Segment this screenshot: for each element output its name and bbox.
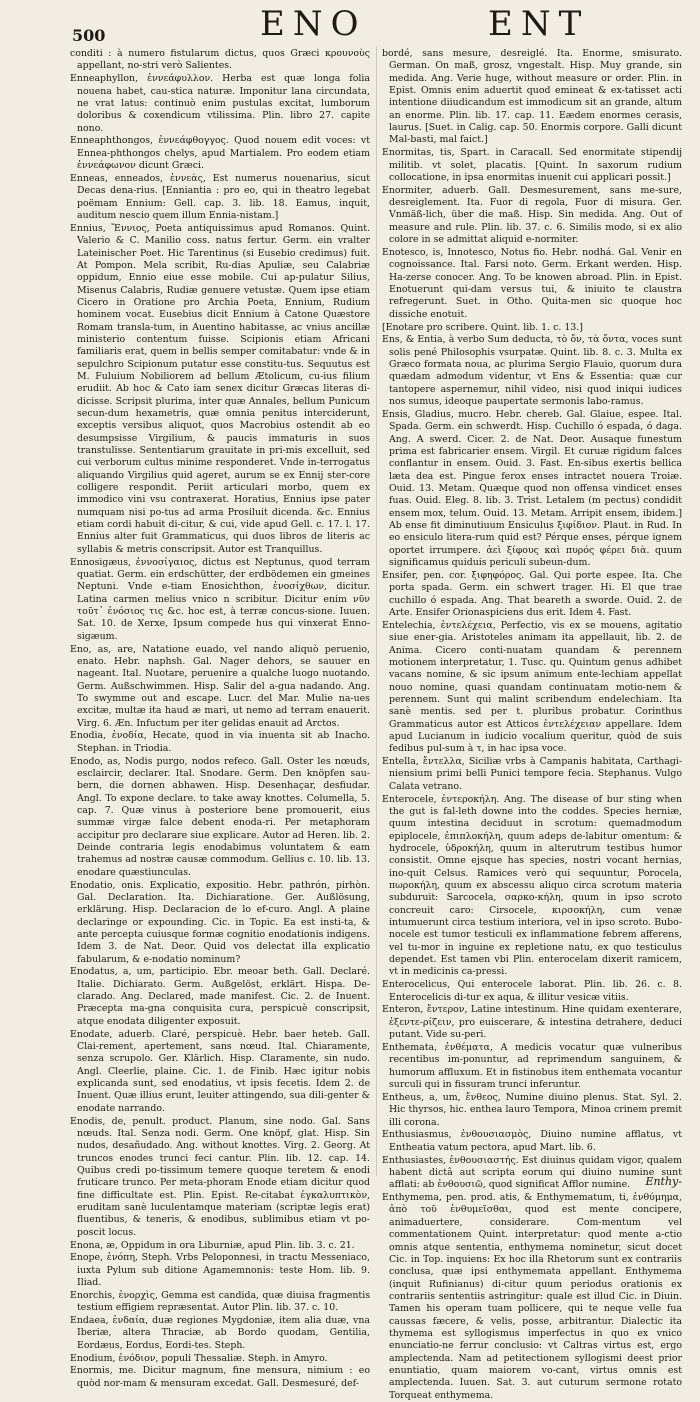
dictionary-entry: Enorchis, ἐνορχὶς, Gemma est candida, quæ diuisa fragmentis testium effigiem repræsentat. Autor Plin. lib. 37. c. 10. — [70, 1289, 370, 1314]
dictionary-entry: Enthymema, pen. prod. atis, & Enthymematum, ti, ἐνθύμημα, ἀπὸ τοῦ ἐνθυμεῖσθαι, quod est mente concipere, animaduertere, considerare. Com-mentum vel commentationem Quint. interpretatur: quod mente a-ctio omnis atque sententia, enthymema nominetur, sicut docet Cic. in Top. inquiens: Ex hoc illa Rhetorum sunt ex contrariis conclusa, quæ ipsi enthymemata appellant. Enthymema (inquit Rufinianus) di-citur quum periodus orationis ex contrariis sententiis astringitur: quale est illud Cic. in Diuin. Tamen his operam tuam pollicere, qui te neque velle fua caussas fæcere, & velis, posse, arbitrantur. Dialectic ita thymema est syllogismus imperfectus in quo ex vnico enunciatio-ne ferrur conclusio: vt Caltras virtus est, ergo amplectenda. Nam ad petitectionem syllogismi deest prior enuntiatio, quam maiorem vo-cant, virtus omnis est amplectenda. Iuuen. Sat. 3. aut cuturum sermone rotato Torqueat enthymema. — [382, 1192, 682, 1401]
dictionary-entry: Eno, as, are, Natatione euado, vel nando aliquò peruenio, enato. Hebr. naphsh. Gal. Nager dehors, se sauuer en nageant. Ital. Nuotare, peruenire a qualche luogo nuotando. Germ. Außschwimmen. Hisp. Salir del a-gua nadando. Ang. To swymme out and escape. Lucr. del Mar. Mulie na-ues excitæ, multæ ita haud æ mari, ut nemo ad terram enauerit. Virg. 6. Æn. Infuctum per iter gelidas enauit ad Arctos. — [70, 643, 370, 729]
dictionary-entry: Enterocelicus, Qui enterocele laborat. Plin. lib. 26. c. 8. Enterocelicis di-tur ex aqua, & illitur vesicæ vitiis. — [382, 979, 682, 1003]
dictionary-entry: Enormis, me. Dicitur magnum, fine mensura, nimium : eo quòd nor-mam & mensuram excedat. Gall. Desmesuré, def- — [70, 1365, 370, 1389]
dictionary-entry: Endaea, ἐνδαία, duæ regiones Mygdoniæ, item alia duæ, vna Iberiæ, altera Thraciæ, ab Bordo quodam, Gentilia, Eordæus, Eordus, Eordi-tes. Steph. — [70, 1315, 370, 1351]
dictionary-entry: Enodium, ἐνόδιον, populi Thessaliæ. Steph. in Amyro. — [70, 1352, 328, 1364]
running-head-left: ENO — [260, 4, 367, 44]
dictionary-entry: Enodatio, onis. Explicatio, expositio. Hebr. pathrón, pirhòn. Gal. Declaration. Ita. Dichiaratione. Ger. Außlösung, erklärung. Hisp. Declaracion de lo ef-curo. Angl. A plaine declaringe or expounding. Cic. in Topic. Ea est insti-ta, & ante percepta cuiusque formæ cognitio enodationis indigens. Idem 3. de Nat. Deor. Quid vos delectat illa explicatio fabularum, & e-nodatio nominum? — [70, 879, 370, 965]
catchword: Enthy- — [645, 1175, 682, 1188]
column-gutter — [376, 46, 377, 1176]
dictionary-entry: Enthemata, ἐνθέματα, A medicis vocatur quæ vulneribus recentibus im-ponuntur, ad reprimendum sanguinem, & humorum affluxum. Et in fistinobus item enthemata vocantur surculi qui in fissuram trunci inferuntur. — [382, 1042, 682, 1091]
dictionary-entry: Enotesco, is, Innotesco, Notus fio. Hebr. nodhá. Gal. Venir en cognoissance. Ital. Farsi noto. Germ. Erkant werden. Hisp. Ha-zerse conocer. Ang. To be knowen abroad. Plin. in Epist. Enotuerunt qui-dam versus tui, & iniuito te claustra refregerunt. Suet. in Otho. Quita-men sic quoque hoc dissiche enotuit. — [382, 247, 682, 320]
dictionary-entry: Ennosigæus, ἐννοσίγαιος, dictus est Neptunus, quod terram quatiat. Germ. ein erdschütter, der erdbödemen ein gmeines Neptuni. Vnde e-tiam Enosichthon, ἐνοσίχθων, dicitur. Latina carmen melius vnico n scribitur. Dicitur enim νῦν τοῦτ᾽ ἐνόσιος τις &c. hoc est, à terræ concus-sione. Iuuen. Sat. 10. de Xerxe, Ipsum compede hus qui vinxerat Enno-sigæum. — [70, 556, 370, 642]
dictionary-entry: Entheus, a, um, ἔνθεος, Numine diuino plenus. Stat. Syl. 2. Hic thyrsos, hic. enthea lauro Tempora, Minoa crinem premit illi corona. — [382, 1091, 682, 1128]
dictionary-entry: Entelechia, ἐντελέχεια, Perfectio, vis ex se mouens, agitatio siue ener-gia. Aristoteles animam ita appellauit, lib. 2. de Anima. Cicero conti-nuatam quandam & perennem motionem interpretatur, 1. Tusc. qu. Quintum genus adhibet vacans nomine, & sic ipsum animum ente-lechiam appellat nouo nomine, quasi quandam continuatam motio-nem & perennem. Sunt qui malint scribendum endelechiam. Ita sanè mentis. sed per t. pluribus probatur. Corinthus Grammaticus autor est Atticos ἐντελέχειαν appellare. Idem apud Lucianum in iudicio vocalium queritur, quòd de suis fedibus pul-sum à τ, in hac ipsa voce. — [382, 619, 682, 755]
dictionary-entry: Enodo, as, Nodis purgo, nodos refeco. Gall. Oster les nœuds, esclaircir, declarer. Ital. Snodare. Germ. Den knöpfen sau-bern, die dornen abhawen. Hisp. Desenhaçar, desfiudar. Angl. To expone declare. to take away knottes. Columella, 5. cap. 7. Quæ vinus à posteriore bene promouerit, eius summæ virgæ falce debent enoda-ri. Per metaphoram accipitur pro declarare siue explicare. Autor ad Heren. lib. 2. Deinde contraria legis enodabimus voluntatem & eam trahemus ad nostræ causæ commodum. Gellius c. 10. lib. 13. enodare quæstiunculas. — [70, 755, 370, 878]
running-head-right: ENT — [488, 4, 590, 44]
left-column — [70, 48, 370, 1389]
dictionary-entry: Enodatus, a, um, participio. Ebr. meoar beth. Gall. Declaré. Italie. Dichiarato. Germ. Außgelöst, erklärt. Hispa. De-clarado. Ang. Declared, made manifest. Cic. 2. de Inuent. Præcepta ma-gna conquisita cura, perspicuè conscripsit, atque enodata diligenter exposuit. — [70, 966, 370, 1027]
dictionary-entry: Enormitas, tis, Spart. in Caracall. Sed enormitate stipendij militib. vt solet, placatis. [Quint. In saxorum rudium collocatione, in ipsa enormitas inuenit cui applicari possit.] — [382, 147, 682, 183]
dictionary-entry: [Enotare pro scribere. Quint. lib. 1. c. 13.] — [382, 321, 583, 333]
page-header — [0, 4, 700, 48]
dictionary-entry: bordé, sans mesure, desreiglé. Ita. Enorme, smisurato. German. On maß, grosz, vngestalt. Hisp. Muy grande, sin medida. Ang. Verie huge, without measure or order. Plin. in Epist. Omnis enim aduertit quod emineat & ex-tatisset acti intentione diiudicandum est immodicum sit an grande, altum an enorme. Plin. lib. 17. cap. 11. Eædem enormes cerasis, laurus. [Suet. in Calig. cap. 50. Enormis corpore. Galli dicunt Mal-basti, mal faict.] — [382, 48, 682, 146]
dictionary-entry: Ens, & Entia, à verbo Sum deducta, τὸ ὄν, τὰ ὄντα, voces sunt solis pené Philosophis vsurpatæ. Quint. lib. 8. c. 3. Multa ex Græco formata noua, ac plurima Sergio Flauio, quorum dura quædam admodum videntur, vt Ens & Essentia: quæ cur tantopere aspernemur, nihil video, nisi quod iniqui iudices nos sumus, ideoque paupertate sermonis labo-ramus. — [382, 334, 682, 408]
dictionary-entry: Enodate, aduerb. Claré, perspicuè. Hebr. baer heteb. Gall. Clai-rement, apertement, sans nœud. Ital. Chiaramente, senza scrupolo. Ger. Klärlich. Hisp. Claramente, sin nudo. Angl. Cleerlie, plaine. Cic. 1. de Finib. Hæc igitur nobis explicanda sunt, sed enodatius, vt ipsis fecetis. Idem 2. de Inuent. Quæ illius erunt, leuiter attingendo, sua dili-genter & enodate narrando. — [70, 1028, 370, 1114]
dictionary-entry: Enthusiastes, ἐνθουσιαστής. Est diuinus quidam vigor, qualem habent dictâ aut scripta eorum qui diuino numine sunt afflati: ab ἐνθουσιῶ, quod significat Afflor numine. — [382, 1154, 682, 1191]
dictionary-entry: Enormiter, aduerb. Gall. Desmesurement, sans me-sure, desreiglement. Ita. Fuor di regola, Fuor di misura. Ger. Vnmäß-lich, über die maß. Hisp. Sin medida. Ang. Out of measure and rule. Plin. lib. 37. c. 6. Similis modo, si ex alio colore in se admittat aliquid e-normiter. — [382, 184, 682, 246]
dictionary-entry: Ennius, Ἔννιος, Poeta antiquissimus apud Romanos. Quint. Valerio & C. Manilio coss. natus fertur. Germ. ein vralter Lateinischer Poet. Hic Tarentinus (si Eusebio credimus) fuit. At Pompon. Mela scribit, Ru-dias Apuliæ, seu Calabriæ oppidum, Ennio eiue esse mobile. Cui ap-pulatur Silius, Misenus Calabris, Rudiæ genuere vetustæ. Quem ipse etiam Cicero in Oratione pro Archia Poeta, Ennium, Rudium hominem vocat. Eusebius dicit Ennium à Catone Quæstore Romam transla-tum, in Auentino habitasse, ac vnius ancillæ ministerio contentum fuisse. Scipionis etiam Africani familiaris erat, quem in bellis semper comitabatur: vnde & in sepulchro Scipionum putatur esse constitu-tus. Sequutus est M. Fuluium Nobiliorem ad bellum Ætolicum, cu-ius filium erudiit. Ab hoc & Cato iam senex dicitur Græcas literas di-dicisse. Scripsit plurima, inter quæ Annales, bellum Punicum secun-dum hexametris, quæ omnia penitus interciderunt, exceptis versibus aliquot, quos Macrobius ostendit ab eo desumpsisse Virgilium, & paucis immaturis in suos transtulisse. Sententiarum grauitate in pri-mis excelluit, sed cui verborum cultus minime responderet. Vnde in-terrogatus aliquando Virgilius quid ageret, aurum se ex Ennij ster-core colligere respondit. Periit articulari morbo, quem ex immodico vini vsu contraxerat. Horatius, Ennius ipse pater numquam nisi po-tus ad arma Prosiluit dicenda. &c. Ennius etiam cordi habuit di-citur, & cui, vide apud Gell. c. 17. l. 17. Ennius alter fuit Grammaticus, qui duos libros de literis ac syllabis & metris conscripsit. Autor est Tranquillus. — [70, 222, 370, 555]
dictionary-entry: Enthusiasmus, ἐνθουσιασμὸς, Diuino numine afflatus, vt Entheatia vatum pectora, apud Mart. lib. 6. — [382, 1129, 682, 1153]
page-number: 500 — [72, 26, 106, 45]
dictionary-entry: Enteron, ἔντερον, Latine intestinum. Hine quidam exenterare, ἐξεντε-ρίζειν, pro euiscerare, & intestina detrahere, deduci putant. Vide su-peri. — [382, 1004, 682, 1041]
dictionary-entry: Enodis, de, penult. product. Planum, sine nodo. Gal. Sans nœuds. Ital. Senza nodi. Germ. One knöpf, glat. Hisp. Sin nudos, desañudado. Ang. without knottes. Virg. 2. Georg. At truncos enodes trunci feci cantur. Plin. lib. 12. cap. 14. Quibus credi po-tissimum temere quoque teretem & enodi fruticare trunco. Per meta-phoram Enode etiam dicitur quod fine difficultate est. Plin. Epist. Re-citabat ἐγκαλυπτικὸν, eruditam sanè luculentamque materiam (scriptæ legis erat) fluentibus, & teneris, & enodibus, sublimibus etiam vt po-poscit locus. — [70, 1115, 370, 1238]
dictionary-entry: Enneas, enneados, ἐννεὰς, Est numerus nouenarius, sicut Decas dena-rius. [Enniantia : pro eo, qui in theatro legebat poëmam Ennium: Gell. cap. 3. lib. 18. Eamus, inquit, auditum nescio quem illum Ennia-nistam.] — [70, 172, 370, 221]
dictionary-entry: Enneaphthongos, ἐννεάφθογγος. Quod nouem edit voces: vt Ennea-phthongos chelys, apud Martialem. Pro eodem etiam ἐννεάφωνον dicunt Græci. — [70, 135, 370, 172]
right-column — [382, 48, 682, 1401]
dictionary-entry: Enodia, ἐνοδία, Hecate, quod in via inuenta sit ab Inacho. Stephan. in Triodia. — [70, 730, 370, 754]
dictionary-entry: Entella, ἔντελλα, Siciliæ vrbs à Campanis habitata, Carthagi-niensium primi belli Punici tempore fecia. Stephanus. Vulgo Calata vetrano. — [382, 756, 682, 792]
dictionary-entry: Enona, æ, Oppidum in ora Liburniæ, apud Plin. lib. 3. c. 21. — [70, 1239, 355, 1251]
dictionary-entry: Enneaphyllon, ἐννεάφυλλον. Herba est quæ longa folia nouena habet, cau-stica naturæ. Imponitur lana circundata, ne vrat latus: continuò enim pustulas excitat, lumborum doloribus & coxendicum vtilissima. Plin. libro 27. capite nono. — [70, 73, 370, 134]
dictionary-entry: conditi : à numero fistularum dictus, quos Græci κρουνοὺς appellant, no-stri verò Salientes. — [70, 48, 370, 72]
dictionary-entry: Ensifer, pen. cor. ξιφηφόρος. Gal. Qui porte espee. Ita. Che porta spada. Germ. ein schwert trager. Hi. El que trae cuchillo ó espada. Ang. That beareth a sworde. Ouid. 2. de Arte. Ensifer Orionaspiciens dus erit. Idem 4. Fast. — [382, 569, 682, 618]
dictionary-entry: Ensis, Gladius, mucro. Hebr. chereb. Gal. Glaiue, espee. Ital. Spada. Germ. ein schwerdt. Hisp. Cuchillo ó espada, ó daga. Ang. A swerd. Cicer. 2. de Nat. Deor. Ausaque funestum prima est fabricarier ensem. Virgil. Et curuæ rigidum falces conflantur in ensem. Ouid. 3. Fast. En-sibus exertis bellica læta dea est. Pingue ferox enses intractet nouera Troiæ. Ouid. 13. Metam. Quæque quod non offensa vindicet enses fuas. Ouid. Eleg. 8. lib. 3. Trist. Letalem (m pectus) condidit ensem mox, telum. Ouid. 13. Metam. Arripit ensem, ibidem.] Ab ense fit diminutiuum Ensiculus ξιφίδιον. Plaut. in Rud. In eo ensiculo litera-rum quid est? Pérque enses, pérque ignem oportet irrumpere. ἀεὶ ξίφους καὶ πυρός φέρει διὰ. quum significamus quiduis periculi subeun-dum. — [382, 408, 682, 569]
dictionary-entry: Enope, ἐνόπη, Steph. Vrbs Peloponnesi, in tractu Messeniaco, iuxta Pylum sub ditione Agamemnonis: teste Hom. lib. 9. Iliad. — [70, 1252, 370, 1289]
dictionary-entry: Enterocele, ἐντεροκήλη. Ang. The disease of bur sting when the gut is fal-leth downe into the coddes. Species herniæ, quum intestina deciduut in scrotum: quemadmodum epiplocele, ἐπιπλοκήλη, quum adeps de-labitur omentum: & hydrocele, ὑδροκήλη, quum in alterutrum testibus humor consistit. Omne ejsque has species, nostri vocant hernias, ino-quit Celsus. Ramices verò qui sequuntur, Porocela, πωροκήλη, quum ex abscessu aliquo circa scrotum materia subduruit: Sarcocela, σαρκο-κήλη, quum in ipso scroto concreuit caro: Cirsocele, κιρσοκήλη, cum venæ intumuerunt circa testium interiora, vel in ipso scroto. Bubo-nocele est tumor testiculi ex inflammatione febrem afferens, vel tu-mor in inguine ex repletione natu, ex quo testiculus dependet. Est tamen vbi Plin. enterocelam dixerit ramicem, vt in medicinis ca-pressi. — [382, 793, 682, 978]
